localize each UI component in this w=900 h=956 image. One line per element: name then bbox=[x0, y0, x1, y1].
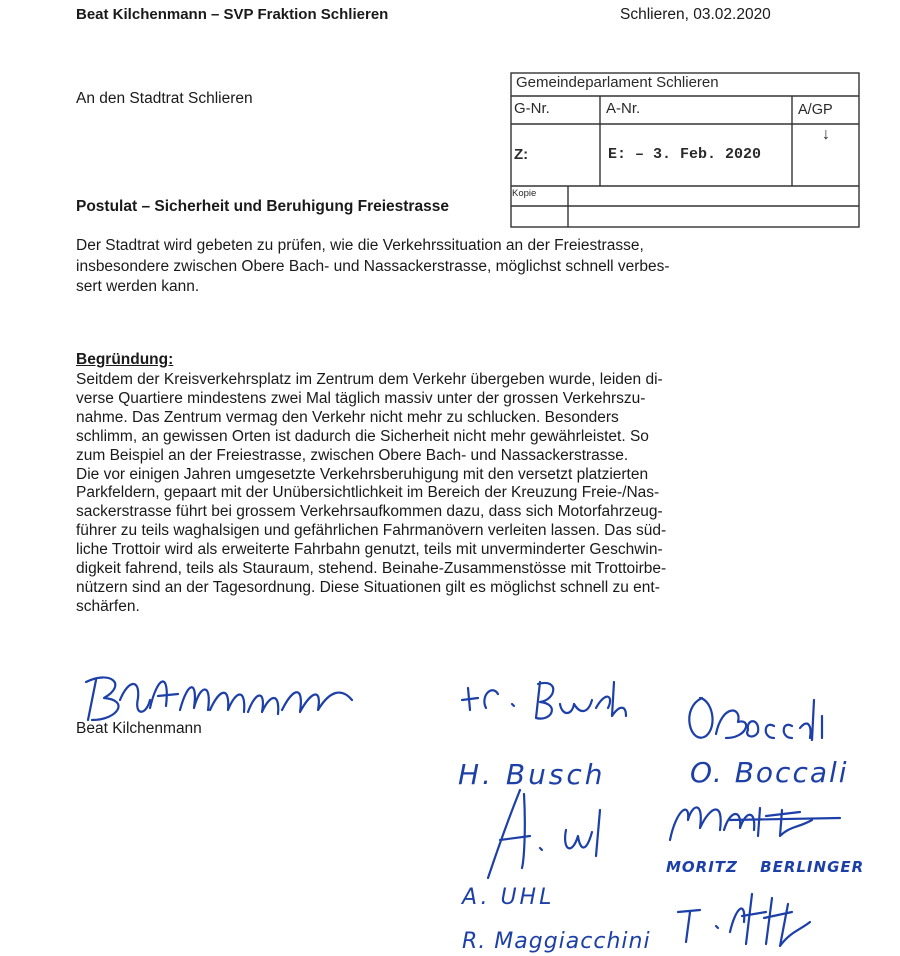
body-line: zum Beispiel an der Freiestrasse, zwischen Obere Bach- und Nassackerstrasse. bbox=[76, 446, 629, 464]
signature-busch bbox=[462, 682, 626, 719]
received-stamp bbox=[510, 72, 860, 228]
stamp-z: Z: bbox=[514, 146, 529, 163]
body-line: digkeit fahrend, teils als Stauraum, stehend. Beinahe-Zusammenstösse mit Trottoirbe- bbox=[76, 560, 667, 578]
stamp-title: Gemeindeparlament Schlieren bbox=[516, 74, 719, 91]
signature-uhl bbox=[488, 790, 600, 878]
down-arrow-icon: ↓ bbox=[822, 126, 830, 143]
section-heading: Begründung: bbox=[76, 351, 174, 368]
signature-berlinger bbox=[670, 807, 840, 840]
body-line: Seitdem der Kreisverkehrsplatz im Zentrum dem Verkehr übergeben wurde, leiden di- bbox=[76, 371, 663, 388]
stamp-a-nr: A-Nr. bbox=[606, 100, 641, 117]
signature-bottom-right bbox=[678, 894, 810, 946]
body-line: nahme. Das Zentrum vermag den Verkehr nicht mehr zu schlucken. Besonders bbox=[76, 408, 619, 426]
body-line: verse Quartiere mindestens zwei Mal täglich massiv unter der grossen Verkehrszu- bbox=[76, 389, 646, 407]
signature-boccali bbox=[689, 698, 822, 740]
body-line: sackerstrasse führt bei grossem Verkehrsaufkommen dazu, dass sich Motorfahrzeug- bbox=[76, 503, 663, 521]
body-paragraph bbox=[76, 371, 806, 617]
body-line: nützern sind an der Tagesordnung. Diese Situationen gilt es möglichst schnell zu ent- bbox=[76, 578, 660, 596]
handwritten-berlinger: MORITZ BERLINGER bbox=[666, 858, 865, 876]
stamp-g-nr: G-Nr. bbox=[514, 100, 550, 117]
intro-line: Der Stadtrat wird gebeten zu prüfen, wie die Verkehrssituation an der Freiestrasse, bbox=[76, 237, 644, 254]
body-line: führer zu teils waghalsigen und gefährlichen Fahrmanövern verleiten lassen. Das süd- bbox=[76, 522, 667, 540]
body-line: Parkfeldern, gepaart mit der Unübersichtlichkeit im Bereich der Kreuzung Freie-/Nas- bbox=[76, 484, 660, 502]
stamp-received-date: E: – 3. Feb. 2020 bbox=[608, 146, 762, 163]
stamp-kopie: Kopie bbox=[512, 188, 537, 199]
handwritten-boccali: O. Boccali bbox=[690, 756, 849, 789]
body-line: liche Trottoir wird als erweiterte Fahrbahn genutzt, teils mit unverminderter Geschwin- bbox=[76, 541, 663, 559]
signature-kilchenmann bbox=[86, 677, 352, 720]
handwritten-uhl: A. UHL bbox=[462, 885, 555, 910]
date-line: Schlieren, 03.02.2020 bbox=[620, 6, 771, 23]
handwritten-busch: H. Busch bbox=[458, 758, 606, 791]
body-line: schlimm, an gewissen Orten ist dadurch die Sicherheit nicht mehr gewährleistet. So bbox=[76, 427, 649, 445]
stamp-a-gp: A/GP bbox=[798, 102, 833, 118]
document-title: Postulat – Sicherheit und Beruhigung Freiestrasse bbox=[76, 198, 449, 215]
handwritten-maggiacchini: R. Maggiacchini bbox=[462, 929, 651, 954]
signer-name: Beat Kilchenmann bbox=[76, 720, 202, 737]
intro-line: sert werden kann. bbox=[76, 278, 200, 295]
sender-line: Beat Kilchenmann – SVP Fraktion Schlieren bbox=[76, 6, 389, 23]
body-line: schärfen. bbox=[76, 597, 140, 615]
body-line: Die vor einigen Jahren umgesetzte Verkehrsberuhigung mit den versetzt platzierten bbox=[76, 465, 649, 483]
intro-line: insbesondere zwischen Obere Bach- und Nassackerstrasse, möglichst schnell verbes- bbox=[76, 257, 670, 275]
recipient: An den Stadtrat Schlieren bbox=[76, 90, 253, 107]
intro-paragraph bbox=[76, 236, 796, 298]
signature-area bbox=[0, 660, 900, 956]
